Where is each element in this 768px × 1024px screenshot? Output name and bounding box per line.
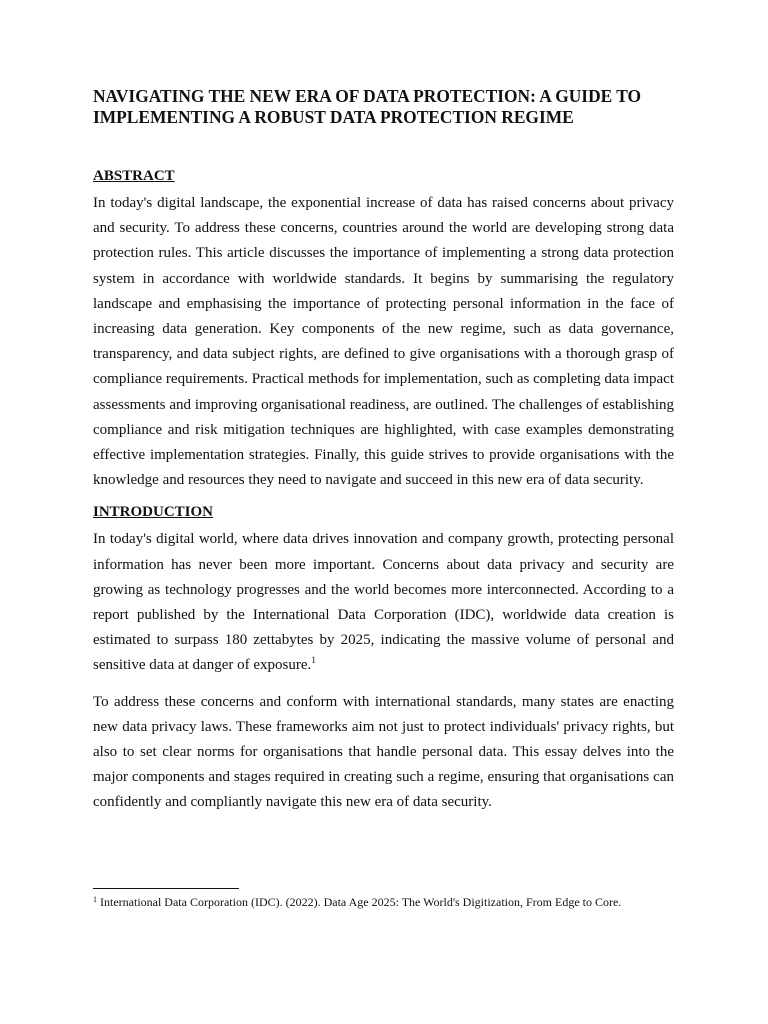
footnote-number: 1 [93, 895, 97, 904]
introduction-paragraph-1 [93, 527, 674, 678]
introduction-paragraph-2: To address these concerns and conform with international standards, many states are enacting new data privacy laws. These frameworks aim not just to protect individuals' privacy rights, but also to set clear norms for organisations that handle personal data. This essay delves into the major components and stages required in creating such a regime, ensuring that organisations can confidently and compliantly navigate this new era of data security. [93, 693, 674, 811]
abstract-paragraph: In today's digital landscape, the exponential increase of data has raised concerns about privacy and security. To address these concerns, countries around the world are developing strong data protection rules. This article discusses the importance of implementing a strong data protection system in accordance with worldwide standards. It begins by summarising the regulatory landscape and emphasising the importance of protecting personal information in the face of increasing data generation. Key components of the new regime, such as data governance, transparency, and data subject rights, are defined to give organisations with a thorough grasp of compliance requirements. Practical methods for implementation, such as completing data impact assessments and improving organisational readiness, are outlined. The challenges of establishing compliance and risk mitigation techniques are highlighted, with case examples demonstrating effective implementation strategies. Finally, this guide strives to provide organisations with the knowledge and resources they need to navigate and succeed in this new era of data security. [93, 195, 674, 489]
introduction-heading: INTRODUCTION [93, 504, 214, 521]
footnote-reference[interactable]: 1 [311, 656, 317, 667]
document-body [93, 86, 674, 816]
footnote-separator [93, 888, 239, 889]
footnote [93, 895, 713, 910]
abstract-heading: ABSTRACT [93, 168, 175, 184]
introduction-paragraph-1-text: In today's digital world, where data drives innovation and company growth, protecting personal information has never been more important. Concerns about data privacy and security are growing as technology progresses and the world becomes more interconnected. According to a report published by the International Data Corporation (IDC), worldwide data creation is estimated to surpass 180 zettabytes by 2025, indicating the massive volume of personal and sensitive data at danger of exposure. [93, 531, 674, 674]
footnote-text: International Data Corporation (IDC). (2022). Data Age 2025: The World's Digitization, From Edge to Core. [97, 895, 622, 909]
document-title: NAVIGATING THE NEW ERA OF DATA PROTECTION: A GUIDE TO IMPLEMENTING A ROBUST DATA PROTECTION REGIME [93, 86, 642, 127]
